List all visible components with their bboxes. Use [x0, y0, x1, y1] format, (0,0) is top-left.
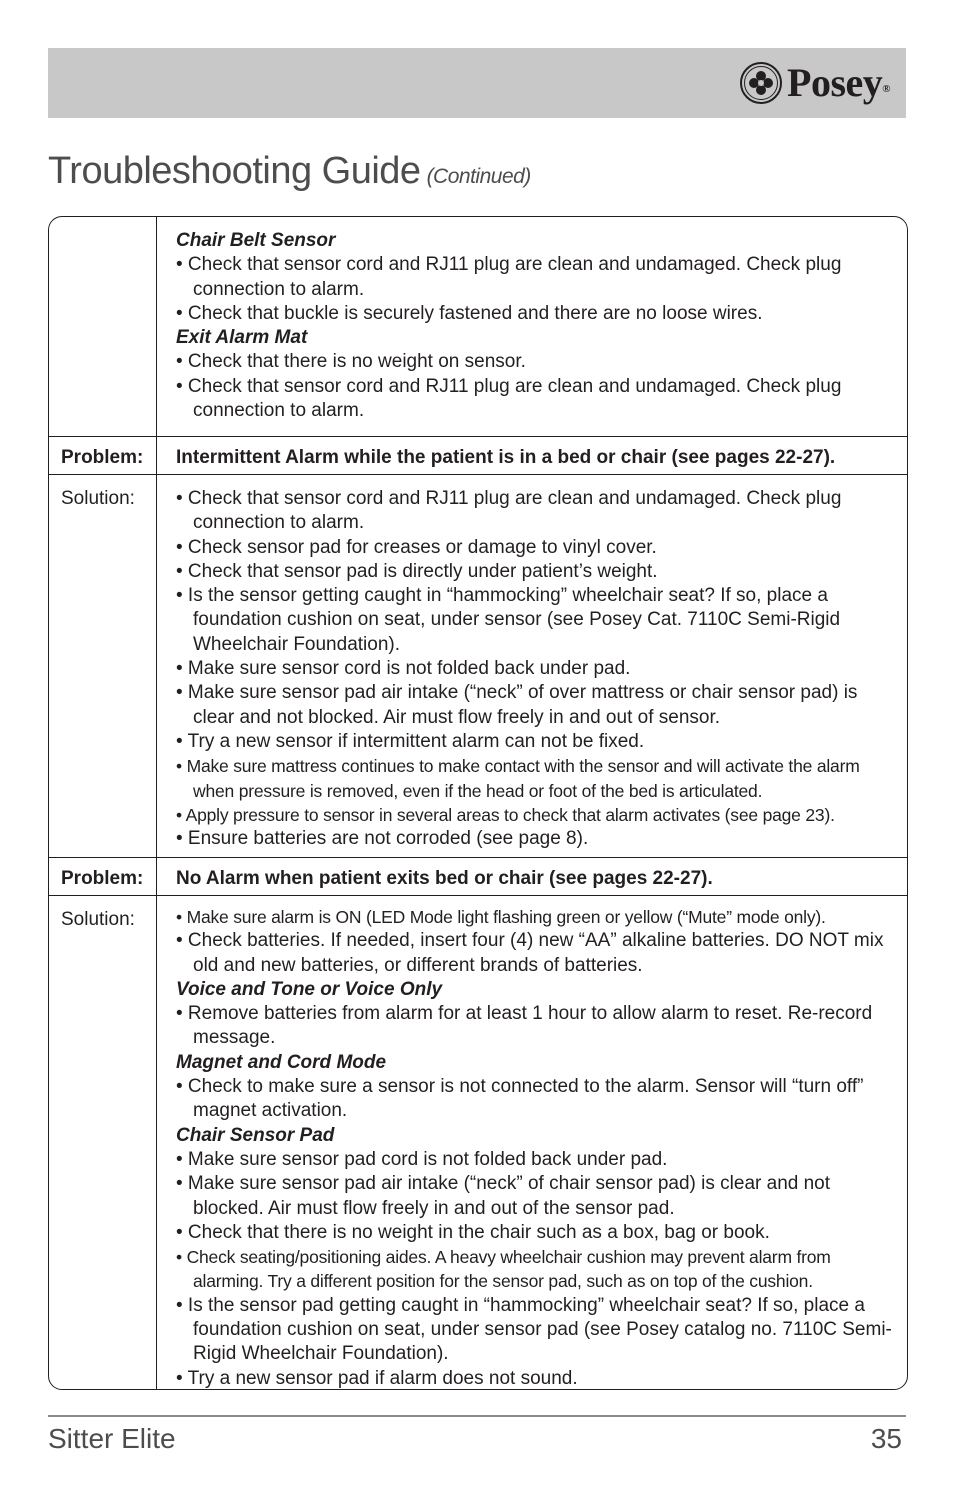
page-title-main: Troubleshooting Guide — [48, 150, 421, 192]
posey-emblem-icon — [739, 61, 783, 105]
list-item: • Try a new sensor pad if alarm does not sound. — [176, 1367, 578, 1389]
posey-logo — [739, 60, 890, 106]
solution-row — [49, 474, 907, 858]
problem-text: Intermittent Alarm while the patient is in a bed or chair (see pages 22-27). — [176, 447, 836, 468]
solution-label: Solution: — [49, 896, 157, 1390]
subheading: Chair Sensor Pad — [176, 1124, 335, 1146]
problem-text: No Alarm when patient exits bed or chair (see pages 22-27). — [176, 868, 713, 889]
list-item: • Make sure sensor pad cord is not folded back under pad. — [176, 1148, 668, 1170]
list-item: • Check to make sure a sensor is not connected to the alarm. Sensor will “turn off” magnet activation. — [176, 1076, 864, 1122]
list-item: • Try a new sensor if intermittent alarm can not be fixed. — [176, 730, 645, 752]
problem-row — [49, 857, 907, 896]
header-band — [48, 48, 906, 118]
list-item: • Is the sensor pad getting caught in “hammocking” wheelchair seat? If so, place a foundation cushion on seat, under sensor pad (see Posey catalog no. 7110C Semi-Rigid Wheelchair Foundation). — [176, 1294, 892, 1365]
list-item: • Make sure alarm is ON (LED Mode light flashing green or yellow (“Mute” mode only). — [176, 907, 826, 927]
list-item: • Make sure sensor pad air intake (“neck” of chair sensor pad) is clear and not blocked. Air must flow freely in and out of the sensor pad. — [176, 1173, 831, 1219]
solution-label: Solution: — [49, 475, 157, 858]
solution-content — [157, 896, 907, 1390]
list-item: • Check that buckle is securely fastened and there are no loose wires. — [176, 302, 763, 324]
list-item: • Remove batteries from alarm for at least 1 hour to allow alarm to reset. Re-record message. — [176, 1003, 873, 1049]
list-item: • Ensure batteries are not corroded (see page 8). — [176, 828, 589, 850]
row-label-cell — [49, 217, 157, 436]
list-item: • Check that sensor pad is directly under patient’s weight. — [176, 560, 658, 582]
footer-product-name: Sitter Elite — [48, 1423, 176, 1454]
list-item: • Make sure sensor pad air intake (“neck” of over mattress or chair sensor pad) is clear and not blocked. Air must flow freely in and out of sensor. — [176, 682, 858, 728]
list-item: • Make sure mattress continues to make contact with the sensor and will activate the alarm when pressure is removed, even if the head or foot of the bed is articulated. — [176, 756, 860, 801]
list-item: • Check that sensor cord and RJ11 plug are clean and undamaged. Check plug connection to alarm. — [176, 254, 842, 300]
page-title — [48, 150, 531, 193]
list-item: • Check sensor pad for creases or damage to vinyl cover. — [176, 536, 657, 558]
page-number: 35 — [870, 1423, 902, 1454]
list-item: • Is the sensor getting caught in “hammocking” wheelchair seat? If so, place a foundation cushion on seat, under sensor (see Posey Cat. 7110C Semi-Rigid Wheelchair Foundation). — [176, 585, 841, 655]
posey-wordmark: Posey® — [787, 60, 890, 105]
list-item: • Check batteries. If needed, insert four (4) new “AA” alkaline batteries. DO NOT mix old and new batteries, or different brands of batteries. — [176, 930, 884, 976]
list-item: • Check that there is no weight on sensor. — [176, 351, 526, 373]
list-item: • Check that there is no weight in the chair such as a box, bag or book. — [176, 1221, 770, 1243]
solution-content — [157, 475, 907, 858]
problem-label: Problem: — [49, 437, 157, 475]
problem-label: Problem: — [49, 858, 157, 896]
row-content-cell — [157, 217, 907, 436]
page-title-continued: (Continued) — [426, 165, 531, 188]
list-item: • Check that sensor cord and RJ11 plug are clean and undamaged. Check plug connection to alarm. — [176, 488, 842, 534]
troubleshooting-table — [48, 216, 908, 1390]
list-item: • Apply pressure to sensor in several areas to check that alarm activates (see page 23). — [176, 804, 835, 825]
footer-divider — [48, 1415, 906, 1417]
solution-row — [49, 895, 907, 1390]
problem-row — [49, 436, 907, 475]
list-item: • Check that sensor cord and RJ11 plug are clean and undamaged. Check plug connection to alarm. — [176, 375, 842, 422]
list-item: • Make sure sensor cord is not folded back under pad. — [176, 658, 631, 680]
subheading: Chair Belt Sensor — [176, 230, 336, 251]
list-item: • Check seating/positioning aides. A heavy wheelchair cushion may prevent alarm from alarming. Try a different position for the sensor pad, such as on top of the cushion. — [176, 1247, 831, 1292]
subheading: Exit Alarm Mat — [176, 327, 308, 349]
table-row — [49, 217, 907, 436]
subheading: Voice and Tone or Voice Only — [176, 978, 443, 1000]
subheading: Magnet and Cord Mode — [176, 1051, 387, 1073]
